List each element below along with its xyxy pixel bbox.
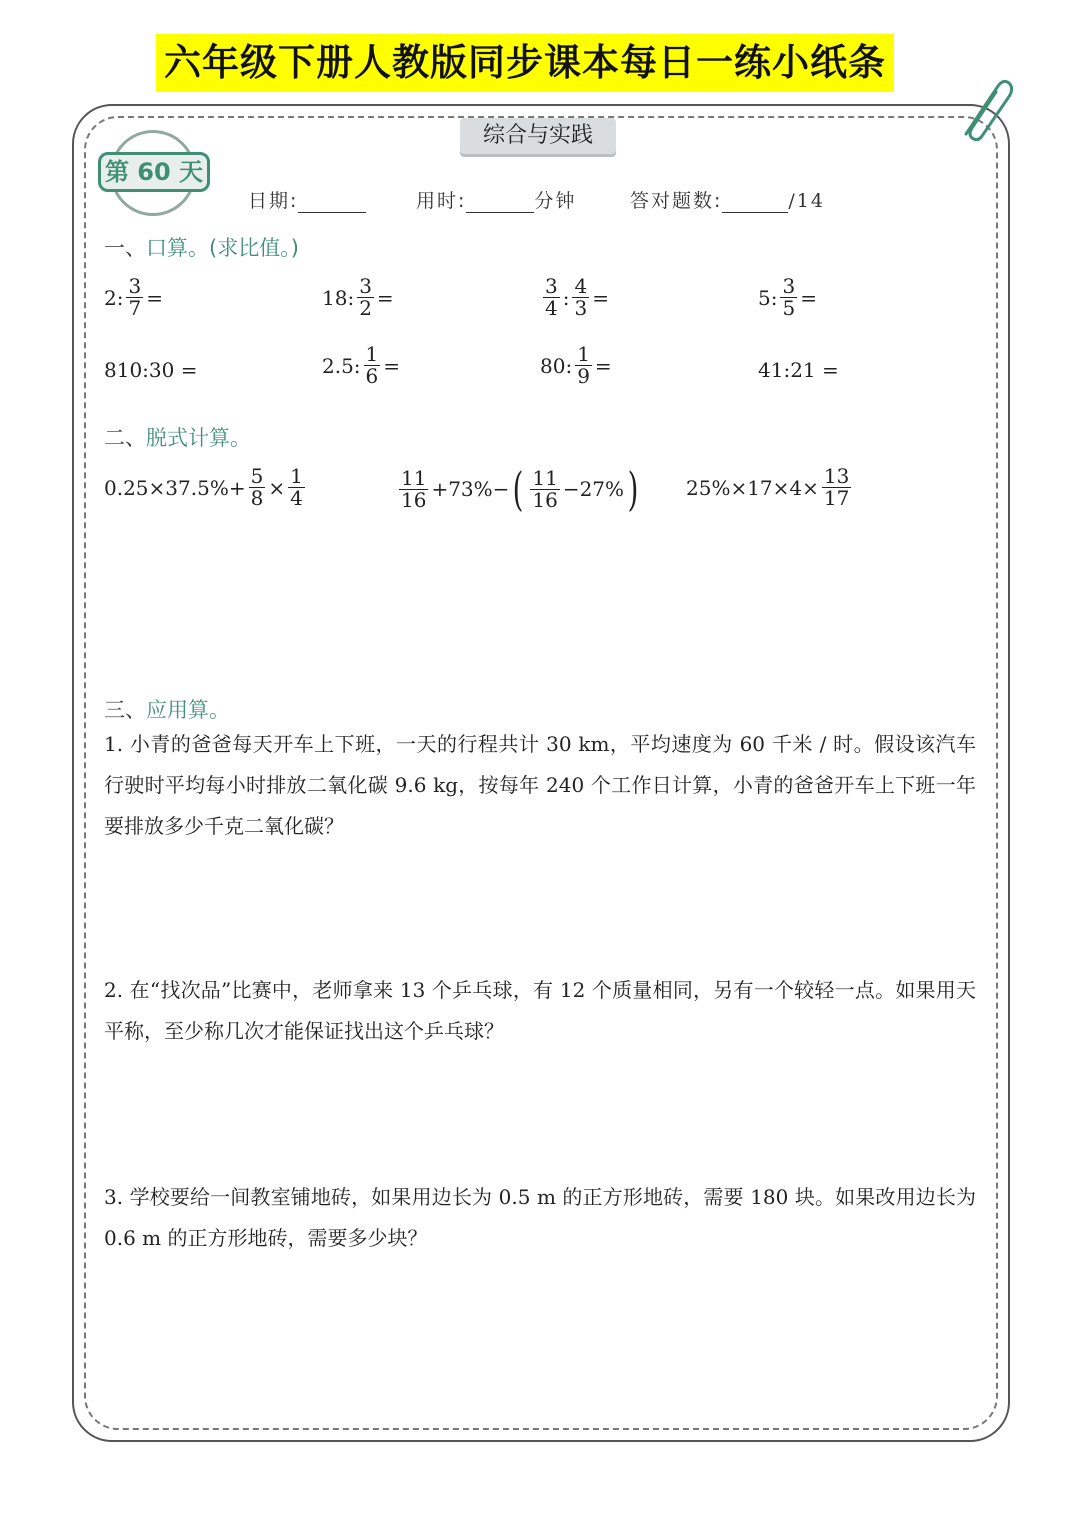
- fraction: [357, 276, 374, 319]
- fraction: [399, 465, 428, 512]
- calc-item-3: [686, 466, 854, 509]
- fraction: [126, 276, 143, 319]
- denominator: 7: [128, 296, 142, 320]
- mental-item-7: [540, 344, 612, 387]
- numerator: 3: [782, 274, 796, 298]
- denominator: 4: [290, 486, 303, 510]
- day-label: 第 60 天: [98, 152, 210, 192]
- section-mental-prefix: 一、: [104, 236, 146, 260]
- paperclip-icon: [958, 76, 1014, 142]
- calc-item-2-middle: +73%−: [431, 477, 510, 501]
- time-unit: 分钟: [534, 190, 577, 212]
- calc-item-1-lead: 0.25×37.5%+: [104, 475, 246, 500]
- mental-item-2: [322, 276, 394, 319]
- fraction: [364, 344, 381, 387]
- mental-item-6-lead: 2.5:: [322, 353, 361, 378]
- numerator: 1: [365, 342, 379, 366]
- score-blank[interactable]: [722, 190, 788, 213]
- calc-item-2: [396, 462, 642, 516]
- score-field: [630, 186, 825, 213]
- mental-item-2-lead: 18:: [322, 285, 355, 310]
- mental-item-6: [322, 344, 400, 387]
- section-mental-heading: 口算。: [146, 236, 209, 260]
- numerator: 4: [574, 274, 588, 298]
- mental-item-7-lead: 80:: [540, 353, 573, 378]
- fraction: [572, 276, 589, 319]
- time-blank[interactable]: [466, 190, 534, 213]
- numerator: 1: [290, 464, 303, 488]
- equals-sign: =: [800, 285, 817, 310]
- equals-sign: =: [146, 285, 163, 310]
- equals-sign: =: [592, 285, 609, 310]
- fraction: [822, 466, 851, 509]
- calc-item-1: [104, 466, 308, 509]
- calc-item-2-tail: −27%: [562, 477, 625, 501]
- fraction: [575, 344, 592, 387]
- denominator: 8: [250, 486, 264, 510]
- denominator: 16: [532, 487, 558, 512]
- problem-1: 1. 小青的爸爸每天开车上下班，一天的行程共计 30 km，平均速度为 60 千米 / 时。假设该汽车行驶时平均每小时排放二氧化碳 9.6 kg，按每年 240 个工作日计算，小青的爸爸开车上下班一年要排放多少千克二氧化碳？: [104, 732, 976, 838]
- section-mental-hint: (求比值。): [209, 236, 299, 260]
- equals-sign: =: [383, 353, 401, 378]
- section-calc-heading: 脱式计算。: [146, 426, 251, 450]
- numerator: 5: [250, 464, 264, 488]
- score-label: 答对题数:: [630, 190, 723, 212]
- section-calc-prefix: 二、: [104, 426, 146, 450]
- section-app-prefix: 三、: [104, 698, 146, 722]
- denominator: 16: [401, 487, 427, 512]
- numerator: 1: [577, 342, 590, 366]
- problem-2: 2. 在“找次品”比赛中，老师拿来 13 个乒乓球，有 12 个质量相同，另有一个较轻一点。如果用天平称，至少称几次才能保证找出这个乒乓球？: [104, 978, 976, 1043]
- denominator: 9: [577, 364, 590, 388]
- fraction: [288, 466, 305, 509]
- mental-item-4: [758, 276, 817, 319]
- numerator: 3: [359, 274, 372, 298]
- denominator: 2: [359, 296, 372, 320]
- denominator: 6: [365, 364, 379, 388]
- mental-item-5-text: 810:30 =: [104, 358, 198, 382]
- problem-3: 3. 学校要给一间教室铺地砖，如果用边长为 0.5 m 的正方形地砖，需要 180 块。如果改用边长为 0.6 m 的正方形地砖，需要多少块？: [104, 1185, 976, 1250]
- fraction: [249, 466, 266, 509]
- numerator: 11: [401, 465, 427, 490]
- time-field: [416, 186, 576, 213]
- fraction: [780, 276, 797, 319]
- date-field: [248, 186, 366, 213]
- denominator: 4: [545, 296, 558, 320]
- section-mental-title: [104, 232, 299, 262]
- equals-sign: =: [594, 353, 612, 378]
- colon-sign: :: [562, 285, 570, 310]
- equals-sign: =: [376, 285, 394, 310]
- mental-item-4-lead: 5:: [758, 285, 778, 310]
- topic-tab: 综合与实践: [460, 118, 616, 154]
- denominator: 5: [782, 296, 796, 320]
- denominator: 3: [574, 296, 588, 320]
- right-paren: ): [627, 462, 639, 516]
- numerator: 11: [532, 465, 558, 490]
- mental-item-8-text: 41:21 =: [758, 358, 839, 382]
- times-sign: ×: [268, 475, 286, 500]
- page-banner-title: 六年级下册人教版同步课本每日一练小纸条: [156, 34, 894, 92]
- section-calc-title: [104, 422, 251, 452]
- numerator: 13: [823, 464, 850, 488]
- mental-item-1: [104, 276, 163, 319]
- numerator: 3: [545, 274, 558, 298]
- mental-item-5: [104, 358, 197, 382]
- numerator: 3: [128, 274, 142, 298]
- fraction: [543, 276, 560, 319]
- section-app-heading: 应用算。: [146, 698, 230, 722]
- section-app-title: [104, 694, 230, 724]
- mental-item-3: [540, 276, 609, 319]
- left-paren: (: [513, 462, 524, 516]
- fraction: [530, 465, 559, 512]
- time-label: 用时:: [416, 190, 467, 212]
- denominator: 17: [823, 486, 850, 510]
- mental-item-1-lead: 2:: [104, 285, 124, 310]
- date-blank[interactable]: [298, 190, 366, 213]
- calc-item-3-lead: 25%×17×4×: [686, 475, 819, 500]
- day-badge: [98, 130, 214, 218]
- score-total: /14: [788, 190, 825, 212]
- mental-item-8: [758, 358, 839, 382]
- date-label: 日期:: [248, 190, 299, 212]
